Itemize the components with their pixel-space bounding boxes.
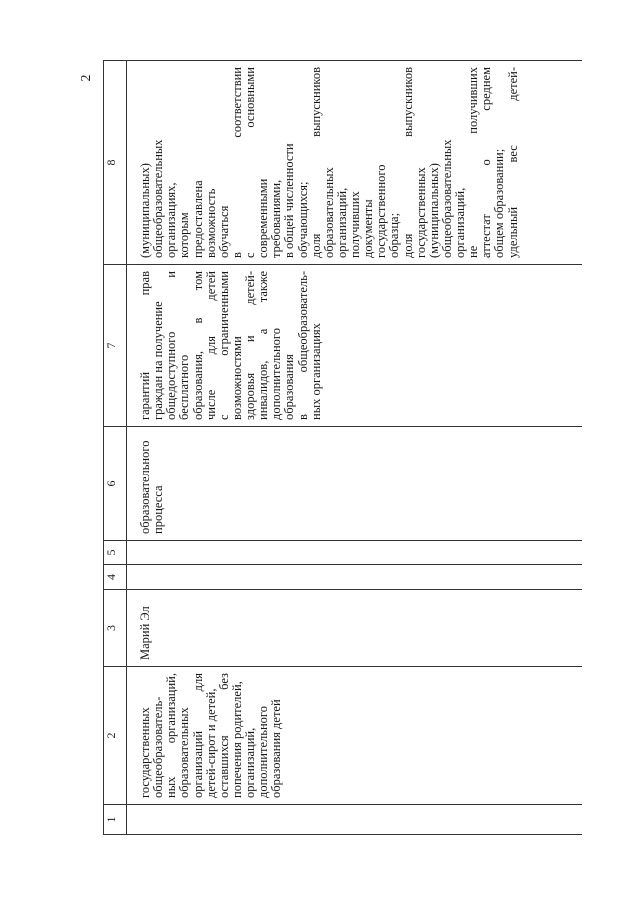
cell-line: дополнительного [269,328,284,420]
cell-line: здоровья и детей- [243,271,257,420]
cell-line: обучаться [216,205,231,258]
page-number: 2 [79,74,94,82]
cell-line: современными [256,178,271,258]
cell-line: не получивших [466,67,481,258]
cell-line: числе для детей [203,271,218,420]
cell-line: организациях, [164,182,179,258]
cell-line: гарантий прав [138,271,152,420]
cell-line: которым [177,212,192,258]
cell-line: образовательных [177,707,192,798]
cell-col8 [127,61,583,265]
cell-line: организаций, [334,187,349,258]
cell-line: организаций для [190,673,205,798]
cell-line: государственного [374,164,389,258]
cell-line: бесплатного [177,354,192,420]
header-cell: 6 [104,427,127,541]
cell-line: образования детей [269,699,284,798]
header-cell: 8 [104,61,127,265]
cell-line: государственных [138,707,152,798]
cell-col5 [127,541,583,565]
cell-line: предоставлена [190,180,205,258]
cell-col3 [127,590,583,667]
cell-line: Марий Эл [138,606,152,660]
cell-line: ных организациях [308,323,323,420]
cell-line: доля выпускников [308,67,323,258]
cell-line: образовательных [321,167,336,258]
cell-line: граждан на получение [151,301,166,420]
cell-line: требованиями, [269,179,284,258]
cell-line: доля выпускников [400,67,415,258]
cell-col7 [127,265,583,427]
cell-line: удельный вес детей- [505,67,520,258]
cell-line: детей-сирот и детей, [203,688,218,798]
cell-line: дополнительного [256,706,271,798]
cell-line: ных организаций, [164,673,179,798]
data-table [103,60,582,835]
cell-line: обучающихся; [295,181,310,258]
cell-line: государственных [413,167,428,258]
cell-line: (муниципальных) [426,163,441,258]
cell-line: с ограниченными [216,271,231,420]
cell-line: общеобразовательных [151,139,166,258]
header-cell: 2 [104,667,127,805]
cell-line: образования, в том [190,271,205,420]
cell-line: попечения родителей, [229,681,244,798]
cell-col1 [127,805,583,835]
cell-line: оставшихся без [216,673,231,798]
cell-line: процесса [151,485,166,534]
cell-line: возможность [203,188,218,258]
cell-line: возможностями [229,336,244,420]
cell-line: получивших [348,191,362,258]
header-cell: 5 [104,541,127,565]
cell-line: инвалидов, а также [256,271,271,420]
header-cell: 3 [104,590,127,667]
cell-col2 [127,667,583,805]
cell-line: в соответствии [229,67,244,258]
cell-line: организаций, [243,727,257,798]
cell-line: в общеобразователь- [295,271,310,420]
cell-line: организаций, [453,187,467,258]
cell-col6 [127,427,583,541]
header-cell: 7 [104,265,127,427]
table-header-row [104,61,127,835]
header-cell: 1 [104,805,127,835]
cell-line: общеобразовательных [439,139,454,258]
cell-col4 [127,565,583,590]
cell-line: аттестат о среднем [479,67,494,258]
table-row [127,61,583,835]
cell-line: общедоступного и [164,271,179,420]
cell-line: (муниципальных) [138,163,152,258]
cell-line: общеобразователь- [151,696,166,798]
cell-line: образца; [387,212,402,258]
cell-line: с основными [243,67,257,258]
cell-line: образовательного [138,440,152,534]
cell-line: образования [282,354,297,420]
cell-line: документы [361,199,376,258]
cell-line: общем образовании; [492,148,507,258]
rotated-table-container [103,61,597,835]
cell-line: в общей численности [282,143,297,258]
header-cell: 4 [104,565,127,590]
